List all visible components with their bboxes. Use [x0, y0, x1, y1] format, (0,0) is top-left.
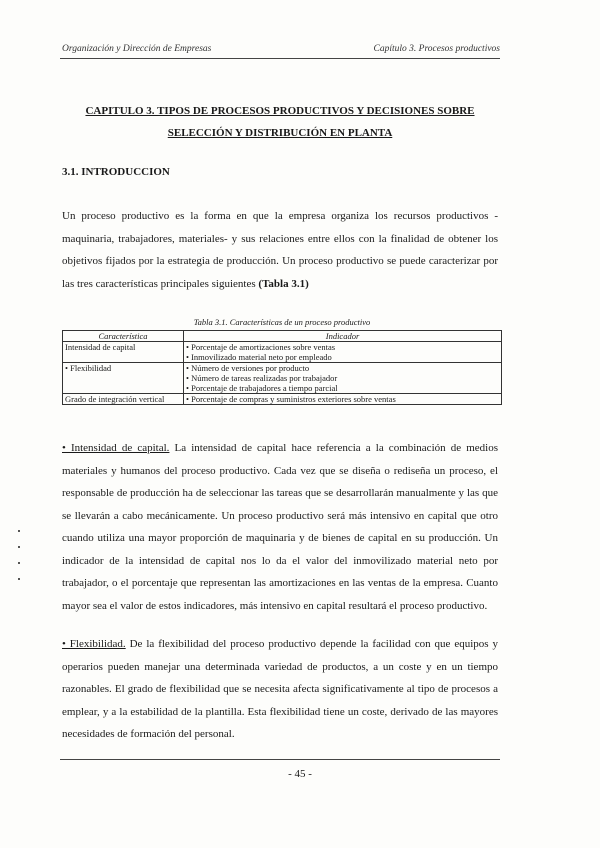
- table-cell-characteristic: Intensidad de capital: [63, 342, 184, 363]
- flexibility-text: De la flexibilidad del proceso productivo depende la facilidad con que equipos y operarios pueden manejar una determinada variedad de productos, a un coste y en un tiempo razonables. El grado de flexibilidad que se necesita afecta significativamente al tipo de procesos a emplear, y a la estabilidad de la plantilla. Esta flexibilidad tiene un coste, derivado de las mayores necesidades de formación del personal.: [62, 638, 498, 740]
- scan-mark: [18, 530, 20, 532]
- table-cell-indicators: [184, 394, 502, 405]
- table-reference: (Tabla 3.1): [258, 277, 309, 290]
- intro-paragraph: [62, 205, 498, 295]
- indicator-item: • Número de versiones por producto: [186, 363, 310, 373]
- indicator-item: • Número de tareas realizadas por trabajador: [186, 373, 338, 383]
- characteristics-table: [62, 330, 502, 405]
- table-header-row: [63, 331, 502, 342]
- chapter-title-line-2: SELECCIÓN Y DISTRIBUCIÓN EN PLANTA: [167, 127, 393, 139]
- scan-mark: [18, 578, 20, 580]
- table-cell-indicators: [184, 363, 502, 394]
- table-header-characteristic: Característica: [63, 331, 184, 342]
- table-row: [63, 342, 502, 363]
- scan-mark: [18, 546, 20, 548]
- indicator-item: • Porcentaje de compras y suministros exteriores sobre ventas: [186, 394, 396, 404]
- intro-text: Un proceso productivo es la forma en que la empresa organiza los recursos productivos - maquinaria, trabajadores, materiales- y sus relaciones entre ellos con la finalidad de obtener los objetivos fijados por la estrategia de producción. Un proceso productivo se puede caracterizar por las tres características principales siguientes: [62, 210, 498, 290]
- table-caption: Tabla 3.1. Características de un proceso productivo: [193, 317, 371, 327]
- table-row: [63, 394, 502, 405]
- table-cell-characteristic: Grado de integración vertical: [63, 394, 184, 405]
- scan-mark: [18, 562, 20, 564]
- binding-marks: [18, 530, 22, 594]
- table-cell-indicators: [184, 342, 502, 363]
- indicator-item: • Porcentaje de trabajadores a tiempo parcial: [186, 383, 338, 393]
- page-number: - 45 -: [288, 768, 312, 780]
- header-divider: [60, 58, 500, 59]
- running-header-right: Capítulo 3. Procesos productivos: [373, 44, 500, 54]
- table-row: [63, 363, 502, 394]
- capital-intensity-paragraph: [62, 437, 498, 617]
- indicator-item: • Porcentaje de amortizaciones sobre ventas: [186, 342, 336, 352]
- flexibility-paragraph: [62, 633, 498, 746]
- chapter-title-line-1: CAPITULO 3. TIPOS DE PROCESOS PRODUCTIVOS Y DECISIONES SOBRE: [85, 105, 475, 117]
- section-title: 3.1. INTRODUCCION: [62, 166, 170, 178]
- running-header-left: Organización y Dirección de Empresas: [62, 44, 212, 54]
- indicator-item: • Inmovilizado material neto por empleado: [186, 352, 332, 362]
- footer-divider: [60, 759, 500, 760]
- chapter-title: [60, 100, 500, 144]
- flexibility-lead: • Flexibilidad.: [62, 638, 126, 650]
- table-cell-characteristic: • Flexibilidad: [63, 363, 184, 394]
- table-header-indicator: Indicador: [184, 331, 502, 342]
- capital-intensity-lead: • Intensidad de capital.: [62, 442, 170, 454]
- capital-intensity-text: La intensidad de capital hace referencia a la combinación de medios materiales y humanos del proceso productivo. Cada vez que se diseña o rediseña un proceso, el responsable de producción ha de seleccionar las tareas que se desarrollarán manualmente y las que se llevarán a cabo mecánicamente. Un proceso productivo será más intensivo en capital que otro cuando utiliza una mayor proporción de maquinaria y de bienes de capital en su producción. Un indicador de la intensidad de capital nos lo da el valor del inmovilizado material neto por trabajador, o el porcentaje que representan las amortizaciones en las ventas de la empresa. Cuanto mayor sea el valor de estos indicadores, más intensivo en capital resultará el proceso productivo.: [62, 442, 498, 612]
